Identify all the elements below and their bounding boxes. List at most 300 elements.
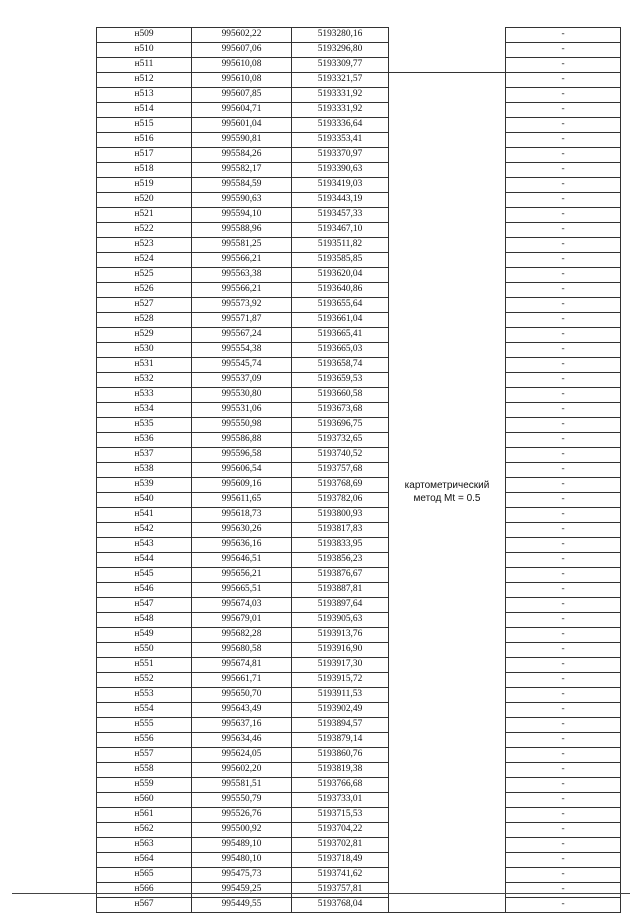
y-coordinate-cell: 5193768,69 xyxy=(292,478,389,493)
table-row xyxy=(97,718,621,733)
point-name-cell: н566 xyxy=(97,883,192,898)
error-cell: - xyxy=(506,808,621,823)
error-cell: - xyxy=(506,598,621,613)
error-cell: - xyxy=(506,748,621,763)
x-coordinate-cell: 995643,49 xyxy=(192,703,292,718)
error-cell: - xyxy=(506,418,621,433)
table-row xyxy=(97,508,621,523)
point-name-cell: н539 xyxy=(97,478,192,493)
error-cell: - xyxy=(506,763,621,778)
point-name-cell: н542 xyxy=(97,523,192,538)
y-coordinate-cell: 5193887,81 xyxy=(292,583,389,598)
point-name-cell: н524 xyxy=(97,253,192,268)
y-coordinate-cell: 5193879,14 xyxy=(292,733,389,748)
table-row xyxy=(97,748,621,763)
table-row xyxy=(97,568,621,583)
y-coordinate-cell: 5193902,49 xyxy=(292,703,389,718)
error-cell: - xyxy=(506,43,621,58)
x-coordinate-cell: 995630,26 xyxy=(192,523,292,538)
table-row xyxy=(97,838,621,853)
point-name-cell: н517 xyxy=(97,148,192,163)
y-coordinate-cell: 5193800,93 xyxy=(292,508,389,523)
y-coordinate-cell: 5193913,76 xyxy=(292,628,389,643)
error-cell: - xyxy=(506,853,621,868)
x-coordinate-cell: 995596,58 xyxy=(192,448,292,463)
method-empty-cell xyxy=(389,28,506,73)
y-coordinate-cell: 5193443,19 xyxy=(292,193,389,208)
error-cell: - xyxy=(506,283,621,298)
point-name-cell: н546 xyxy=(97,583,192,598)
x-coordinate-cell: 995634,46 xyxy=(192,733,292,748)
x-coordinate-cell: 995550,98 xyxy=(192,418,292,433)
point-name-cell: н555 xyxy=(97,718,192,733)
error-cell: - xyxy=(506,898,621,913)
error-cell: - xyxy=(506,238,621,253)
y-coordinate-cell: 5193715,53 xyxy=(292,808,389,823)
table-row xyxy=(97,868,621,883)
y-coordinate-cell: 5193819,38 xyxy=(292,763,389,778)
error-cell: - xyxy=(506,58,621,73)
table-row xyxy=(97,148,621,163)
error-cell: - xyxy=(506,493,621,508)
x-coordinate-cell: 995566,21 xyxy=(192,283,292,298)
page-bottom-rule xyxy=(12,893,630,894)
table-row xyxy=(97,538,621,553)
point-name-cell: н529 xyxy=(97,328,192,343)
point-name-cell: н534 xyxy=(97,403,192,418)
error-cell: - xyxy=(506,823,621,838)
error-cell: - xyxy=(506,508,621,523)
table-row xyxy=(97,628,621,643)
error-cell: - xyxy=(506,313,621,328)
error-cell: - xyxy=(506,163,621,178)
table-row xyxy=(97,58,621,73)
x-coordinate-cell: 995650,70 xyxy=(192,688,292,703)
table-row xyxy=(97,523,621,538)
point-name-cell: н544 xyxy=(97,553,192,568)
error-cell: - xyxy=(506,403,621,418)
error-cell: - xyxy=(506,778,621,793)
x-coordinate-cell: 995581,25 xyxy=(192,238,292,253)
x-coordinate-cell: 995554,38 xyxy=(192,343,292,358)
table-row xyxy=(97,403,621,418)
point-name-cell: н514 xyxy=(97,103,192,118)
point-name-cell: н528 xyxy=(97,313,192,328)
error-cell: - xyxy=(506,883,621,898)
y-coordinate-cell: 5193665,41 xyxy=(292,328,389,343)
method-note-cell: картометрический метод Mt = 0.5 xyxy=(389,73,506,913)
point-name-cell: н512 xyxy=(97,73,192,88)
y-coordinate-cell: 5193696,75 xyxy=(292,418,389,433)
table-row xyxy=(97,778,621,793)
x-coordinate-cell: 995646,51 xyxy=(192,553,292,568)
y-coordinate-cell: 5193336,64 xyxy=(292,118,389,133)
table-row xyxy=(97,343,621,358)
x-coordinate-cell: 995480,10 xyxy=(192,853,292,868)
x-coordinate-cell: 995674,81 xyxy=(192,658,292,673)
y-coordinate-cell: 5193911,53 xyxy=(292,688,389,703)
point-name-cell: н533 xyxy=(97,388,192,403)
y-coordinate-cell: 5193702,81 xyxy=(292,838,389,853)
y-coordinate-cell: 5193511,82 xyxy=(292,238,389,253)
x-coordinate-cell: 995526,76 xyxy=(192,808,292,823)
table-row xyxy=(97,103,621,118)
error-cell: - xyxy=(506,133,621,148)
y-coordinate-cell: 5193390,63 xyxy=(292,163,389,178)
point-name-cell: н562 xyxy=(97,823,192,838)
y-coordinate-cell: 5193673,68 xyxy=(292,403,389,418)
error-cell: - xyxy=(506,268,621,283)
table-row xyxy=(97,253,621,268)
table-row xyxy=(97,583,621,598)
error-cell: - xyxy=(506,223,621,238)
y-coordinate-cell: 5193309,77 xyxy=(292,58,389,73)
x-coordinate-cell: 995611,65 xyxy=(192,493,292,508)
x-coordinate-cell: 995610,08 xyxy=(192,73,292,88)
table-row xyxy=(97,598,621,613)
point-name-cell: н537 xyxy=(97,448,192,463)
y-coordinate-cell: 5193585,85 xyxy=(292,253,389,268)
y-coordinate-cell: 5193757,81 xyxy=(292,883,389,898)
error-cell: - xyxy=(506,253,621,268)
error-cell: - xyxy=(506,838,621,853)
x-coordinate-cell: 995566,21 xyxy=(192,253,292,268)
table-row xyxy=(97,673,621,688)
coordinates-table-body xyxy=(97,28,621,913)
error-cell: - xyxy=(506,448,621,463)
y-coordinate-cell: 5193915,72 xyxy=(292,673,389,688)
table-row xyxy=(97,763,621,778)
point-name-cell: н554 xyxy=(97,703,192,718)
error-cell: - xyxy=(506,613,621,628)
table-row xyxy=(97,613,621,628)
y-coordinate-cell: 5193757,68 xyxy=(292,463,389,478)
error-cell: - xyxy=(506,298,621,313)
y-coordinate-cell: 5193655,64 xyxy=(292,298,389,313)
error-cell: - xyxy=(506,148,621,163)
table-row xyxy=(97,553,621,568)
y-coordinate-cell: 5193640,86 xyxy=(292,283,389,298)
error-cell: - xyxy=(506,658,621,673)
error-cell: - xyxy=(506,373,621,388)
x-coordinate-cell: 995656,21 xyxy=(192,568,292,583)
error-cell: - xyxy=(506,103,621,118)
table-row xyxy=(97,373,621,388)
table-row xyxy=(97,808,621,823)
error-cell: - xyxy=(506,628,621,643)
error-cell: - xyxy=(506,478,621,493)
point-name-cell: н552 xyxy=(97,673,192,688)
y-coordinate-cell: 5193916,90 xyxy=(292,643,389,658)
point-name-cell: н563 xyxy=(97,838,192,853)
y-coordinate-cell: 5193856,23 xyxy=(292,553,389,568)
point-name-cell: н567 xyxy=(97,898,192,913)
error-cell: - xyxy=(506,793,621,808)
x-coordinate-cell: 995584,59 xyxy=(192,178,292,193)
y-coordinate-cell: 5193321,57 xyxy=(292,73,389,88)
x-coordinate-cell: 995489,10 xyxy=(192,838,292,853)
x-coordinate-cell: 995584,26 xyxy=(192,148,292,163)
y-coordinate-cell: 5193917,30 xyxy=(292,658,389,673)
point-name-cell: н527 xyxy=(97,298,192,313)
point-name-cell: н558 xyxy=(97,763,192,778)
error-cell: - xyxy=(506,208,621,223)
x-coordinate-cell: 995582,17 xyxy=(192,163,292,178)
y-coordinate-cell: 5193665,03 xyxy=(292,343,389,358)
x-coordinate-cell: 995607,06 xyxy=(192,43,292,58)
table-row xyxy=(97,448,621,463)
point-name-cell: н564 xyxy=(97,853,192,868)
y-coordinate-cell: 5193419,03 xyxy=(292,178,389,193)
table-row xyxy=(97,238,621,253)
error-cell: - xyxy=(506,718,621,733)
error-cell: - xyxy=(506,343,621,358)
table-row xyxy=(97,793,621,808)
table-row xyxy=(97,223,621,238)
y-coordinate-cell: 5193740,52 xyxy=(292,448,389,463)
error-cell: - xyxy=(506,703,621,718)
point-name-cell: н526 xyxy=(97,283,192,298)
table-row xyxy=(97,388,621,403)
error-cell: - xyxy=(506,583,621,598)
y-coordinate-cell: 5193660,58 xyxy=(292,388,389,403)
table-row xyxy=(97,658,621,673)
point-name-cell: н511 xyxy=(97,58,192,73)
table-row xyxy=(97,178,621,193)
y-coordinate-cell: 5193817,83 xyxy=(292,523,389,538)
table-row xyxy=(97,118,621,133)
x-coordinate-cell: 995607,85 xyxy=(192,88,292,103)
point-name-cell: н519 xyxy=(97,178,192,193)
table-row xyxy=(97,283,621,298)
error-cell: - xyxy=(506,688,621,703)
x-coordinate-cell: 995606,54 xyxy=(192,463,292,478)
point-name-cell: н531 xyxy=(97,358,192,373)
y-coordinate-cell: 5193620,04 xyxy=(292,268,389,283)
error-cell: - xyxy=(506,463,621,478)
table-row xyxy=(97,358,621,373)
table-row xyxy=(97,208,621,223)
x-coordinate-cell: 995602,20 xyxy=(192,763,292,778)
point-name-cell: н541 xyxy=(97,508,192,523)
table-row xyxy=(97,433,621,448)
table-row xyxy=(97,88,621,103)
x-coordinate-cell: 995661,71 xyxy=(192,673,292,688)
error-cell: - xyxy=(506,118,621,133)
table-row xyxy=(97,898,621,913)
x-coordinate-cell: 995563,38 xyxy=(192,268,292,283)
table-row xyxy=(97,328,621,343)
y-coordinate-cell: 5193741,62 xyxy=(292,868,389,883)
x-coordinate-cell: 995604,71 xyxy=(192,103,292,118)
x-coordinate-cell: 995665,51 xyxy=(192,583,292,598)
table-row xyxy=(97,883,621,898)
point-name-cell: н560 xyxy=(97,793,192,808)
y-coordinate-cell: 5193296,80 xyxy=(292,43,389,58)
point-name-cell: н515 xyxy=(97,118,192,133)
point-name-cell: н523 xyxy=(97,238,192,253)
point-name-cell: н565 xyxy=(97,868,192,883)
error-cell: - xyxy=(506,523,621,538)
table-row xyxy=(97,463,621,478)
y-coordinate-cell: 5193661,04 xyxy=(292,313,389,328)
table-row xyxy=(97,133,621,148)
y-coordinate-cell: 5193659,53 xyxy=(292,373,389,388)
x-coordinate-cell: 995588,96 xyxy=(192,223,292,238)
point-name-cell: н530 xyxy=(97,343,192,358)
x-coordinate-cell: 995530,80 xyxy=(192,388,292,403)
x-coordinate-cell: 995590,81 xyxy=(192,133,292,148)
error-cell: - xyxy=(506,358,621,373)
table-row xyxy=(97,28,621,43)
table-row xyxy=(97,853,621,868)
error-cell: - xyxy=(506,388,621,403)
x-coordinate-cell: 995590,63 xyxy=(192,193,292,208)
error-cell: - xyxy=(506,73,621,88)
point-name-cell: н510 xyxy=(97,43,192,58)
point-name-cell: н561 xyxy=(97,808,192,823)
error-cell: - xyxy=(506,193,621,208)
y-coordinate-cell: 5193457,33 xyxy=(292,208,389,223)
point-name-cell: н557 xyxy=(97,748,192,763)
error-cell: - xyxy=(506,538,621,553)
error-cell: - xyxy=(506,328,621,343)
table-row xyxy=(97,43,621,58)
coordinates-table-frame xyxy=(96,27,620,910)
point-name-cell: н551 xyxy=(97,658,192,673)
x-coordinate-cell: 995581,51 xyxy=(192,778,292,793)
error-cell: - xyxy=(506,643,621,658)
table-row xyxy=(97,418,621,433)
y-coordinate-cell: 5193860,76 xyxy=(292,748,389,763)
x-coordinate-cell: 995682,28 xyxy=(192,628,292,643)
y-coordinate-cell: 5193768,04 xyxy=(292,898,389,913)
table-row xyxy=(97,478,621,493)
x-coordinate-cell: 995679,01 xyxy=(192,613,292,628)
x-coordinate-cell: 995609,16 xyxy=(192,478,292,493)
x-coordinate-cell: 995601,04 xyxy=(192,118,292,133)
y-coordinate-cell: 5193897,64 xyxy=(292,598,389,613)
point-name-cell: н540 xyxy=(97,493,192,508)
y-coordinate-cell: 5193905,63 xyxy=(292,613,389,628)
point-name-cell: н556 xyxy=(97,733,192,748)
table-row xyxy=(97,823,621,838)
table-row xyxy=(97,268,621,283)
coordinates-table xyxy=(96,27,621,913)
x-coordinate-cell: 995571,87 xyxy=(192,313,292,328)
y-coordinate-cell: 5193353,41 xyxy=(292,133,389,148)
x-coordinate-cell: 995680,58 xyxy=(192,643,292,658)
table-row xyxy=(97,313,621,328)
point-name-cell: н535 xyxy=(97,418,192,433)
point-name-cell: н513 xyxy=(97,88,192,103)
x-coordinate-cell: 995636,16 xyxy=(192,538,292,553)
point-name-cell: н518 xyxy=(97,163,192,178)
point-name-cell: н538 xyxy=(97,463,192,478)
table-row xyxy=(97,493,621,508)
y-coordinate-cell: 5193658,74 xyxy=(292,358,389,373)
x-coordinate-cell: 995610,08 xyxy=(192,58,292,73)
error-cell: - xyxy=(506,733,621,748)
point-name-cell: н520 xyxy=(97,193,192,208)
point-name-cell: н521 xyxy=(97,208,192,223)
point-name-cell: н532 xyxy=(97,373,192,388)
x-coordinate-cell: 995567,24 xyxy=(192,328,292,343)
y-coordinate-cell: 5193782,06 xyxy=(292,493,389,508)
point-name-cell: н548 xyxy=(97,613,192,628)
point-name-cell: н543 xyxy=(97,538,192,553)
x-coordinate-cell: 995602,22 xyxy=(192,28,292,43)
x-coordinate-cell: 995500,92 xyxy=(192,823,292,838)
x-coordinate-cell: 995674,03 xyxy=(192,598,292,613)
error-cell: - xyxy=(506,553,621,568)
y-coordinate-cell: 5193280,16 xyxy=(292,28,389,43)
table-row xyxy=(97,163,621,178)
x-coordinate-cell: 995475,73 xyxy=(192,868,292,883)
point-name-cell: н516 xyxy=(97,133,192,148)
y-coordinate-cell: 5193833,95 xyxy=(292,538,389,553)
point-name-cell: н550 xyxy=(97,643,192,658)
y-coordinate-cell: 5193894,57 xyxy=(292,718,389,733)
error-cell: - xyxy=(506,433,621,448)
y-coordinate-cell: 5193733,01 xyxy=(292,793,389,808)
x-coordinate-cell: 995573,92 xyxy=(192,298,292,313)
y-coordinate-cell: 5193718,49 xyxy=(292,853,389,868)
table-row xyxy=(97,298,621,313)
error-cell: - xyxy=(506,28,621,43)
point-name-cell: н553 xyxy=(97,688,192,703)
error-cell: - xyxy=(506,178,621,193)
y-coordinate-cell: 5193370,97 xyxy=(292,148,389,163)
point-name-cell: н545 xyxy=(97,568,192,583)
x-coordinate-cell: 995531,06 xyxy=(192,403,292,418)
table-row xyxy=(97,703,621,718)
table-row xyxy=(97,688,621,703)
point-name-cell: н522 xyxy=(97,223,192,238)
error-cell: - xyxy=(506,673,621,688)
x-coordinate-cell: 995459,25 xyxy=(192,883,292,898)
y-coordinate-cell: 5193331,92 xyxy=(292,103,389,118)
y-coordinate-cell: 5193331,92 xyxy=(292,88,389,103)
y-coordinate-cell: 5193876,67 xyxy=(292,568,389,583)
point-name-cell: н509 xyxy=(97,28,192,43)
y-coordinate-cell: 5193704,22 xyxy=(292,823,389,838)
x-coordinate-cell: 995594,10 xyxy=(192,208,292,223)
point-name-cell: н536 xyxy=(97,433,192,448)
x-coordinate-cell: 995586,88 xyxy=(192,433,292,448)
table-row xyxy=(97,193,621,208)
y-coordinate-cell: 5193732,65 xyxy=(292,433,389,448)
table-row xyxy=(97,73,621,88)
point-name-cell: н547 xyxy=(97,598,192,613)
y-coordinate-cell: 5193467,10 xyxy=(292,223,389,238)
x-coordinate-cell: 995550,79 xyxy=(192,793,292,808)
point-name-cell: н525 xyxy=(97,268,192,283)
point-name-cell: н549 xyxy=(97,628,192,643)
error-cell: - xyxy=(506,568,621,583)
point-name-cell: н559 xyxy=(97,778,192,793)
x-coordinate-cell: 995537,09 xyxy=(192,373,292,388)
table-row xyxy=(97,643,621,658)
x-coordinate-cell: 995624,05 xyxy=(192,748,292,763)
x-coordinate-cell: 995618,73 xyxy=(192,508,292,523)
x-coordinate-cell: 995637,16 xyxy=(192,718,292,733)
error-cell: - xyxy=(506,868,621,883)
x-coordinate-cell: 995545,74 xyxy=(192,358,292,373)
table-row xyxy=(97,733,621,748)
error-cell: - xyxy=(506,88,621,103)
y-coordinate-cell: 5193766,68 xyxy=(292,778,389,793)
